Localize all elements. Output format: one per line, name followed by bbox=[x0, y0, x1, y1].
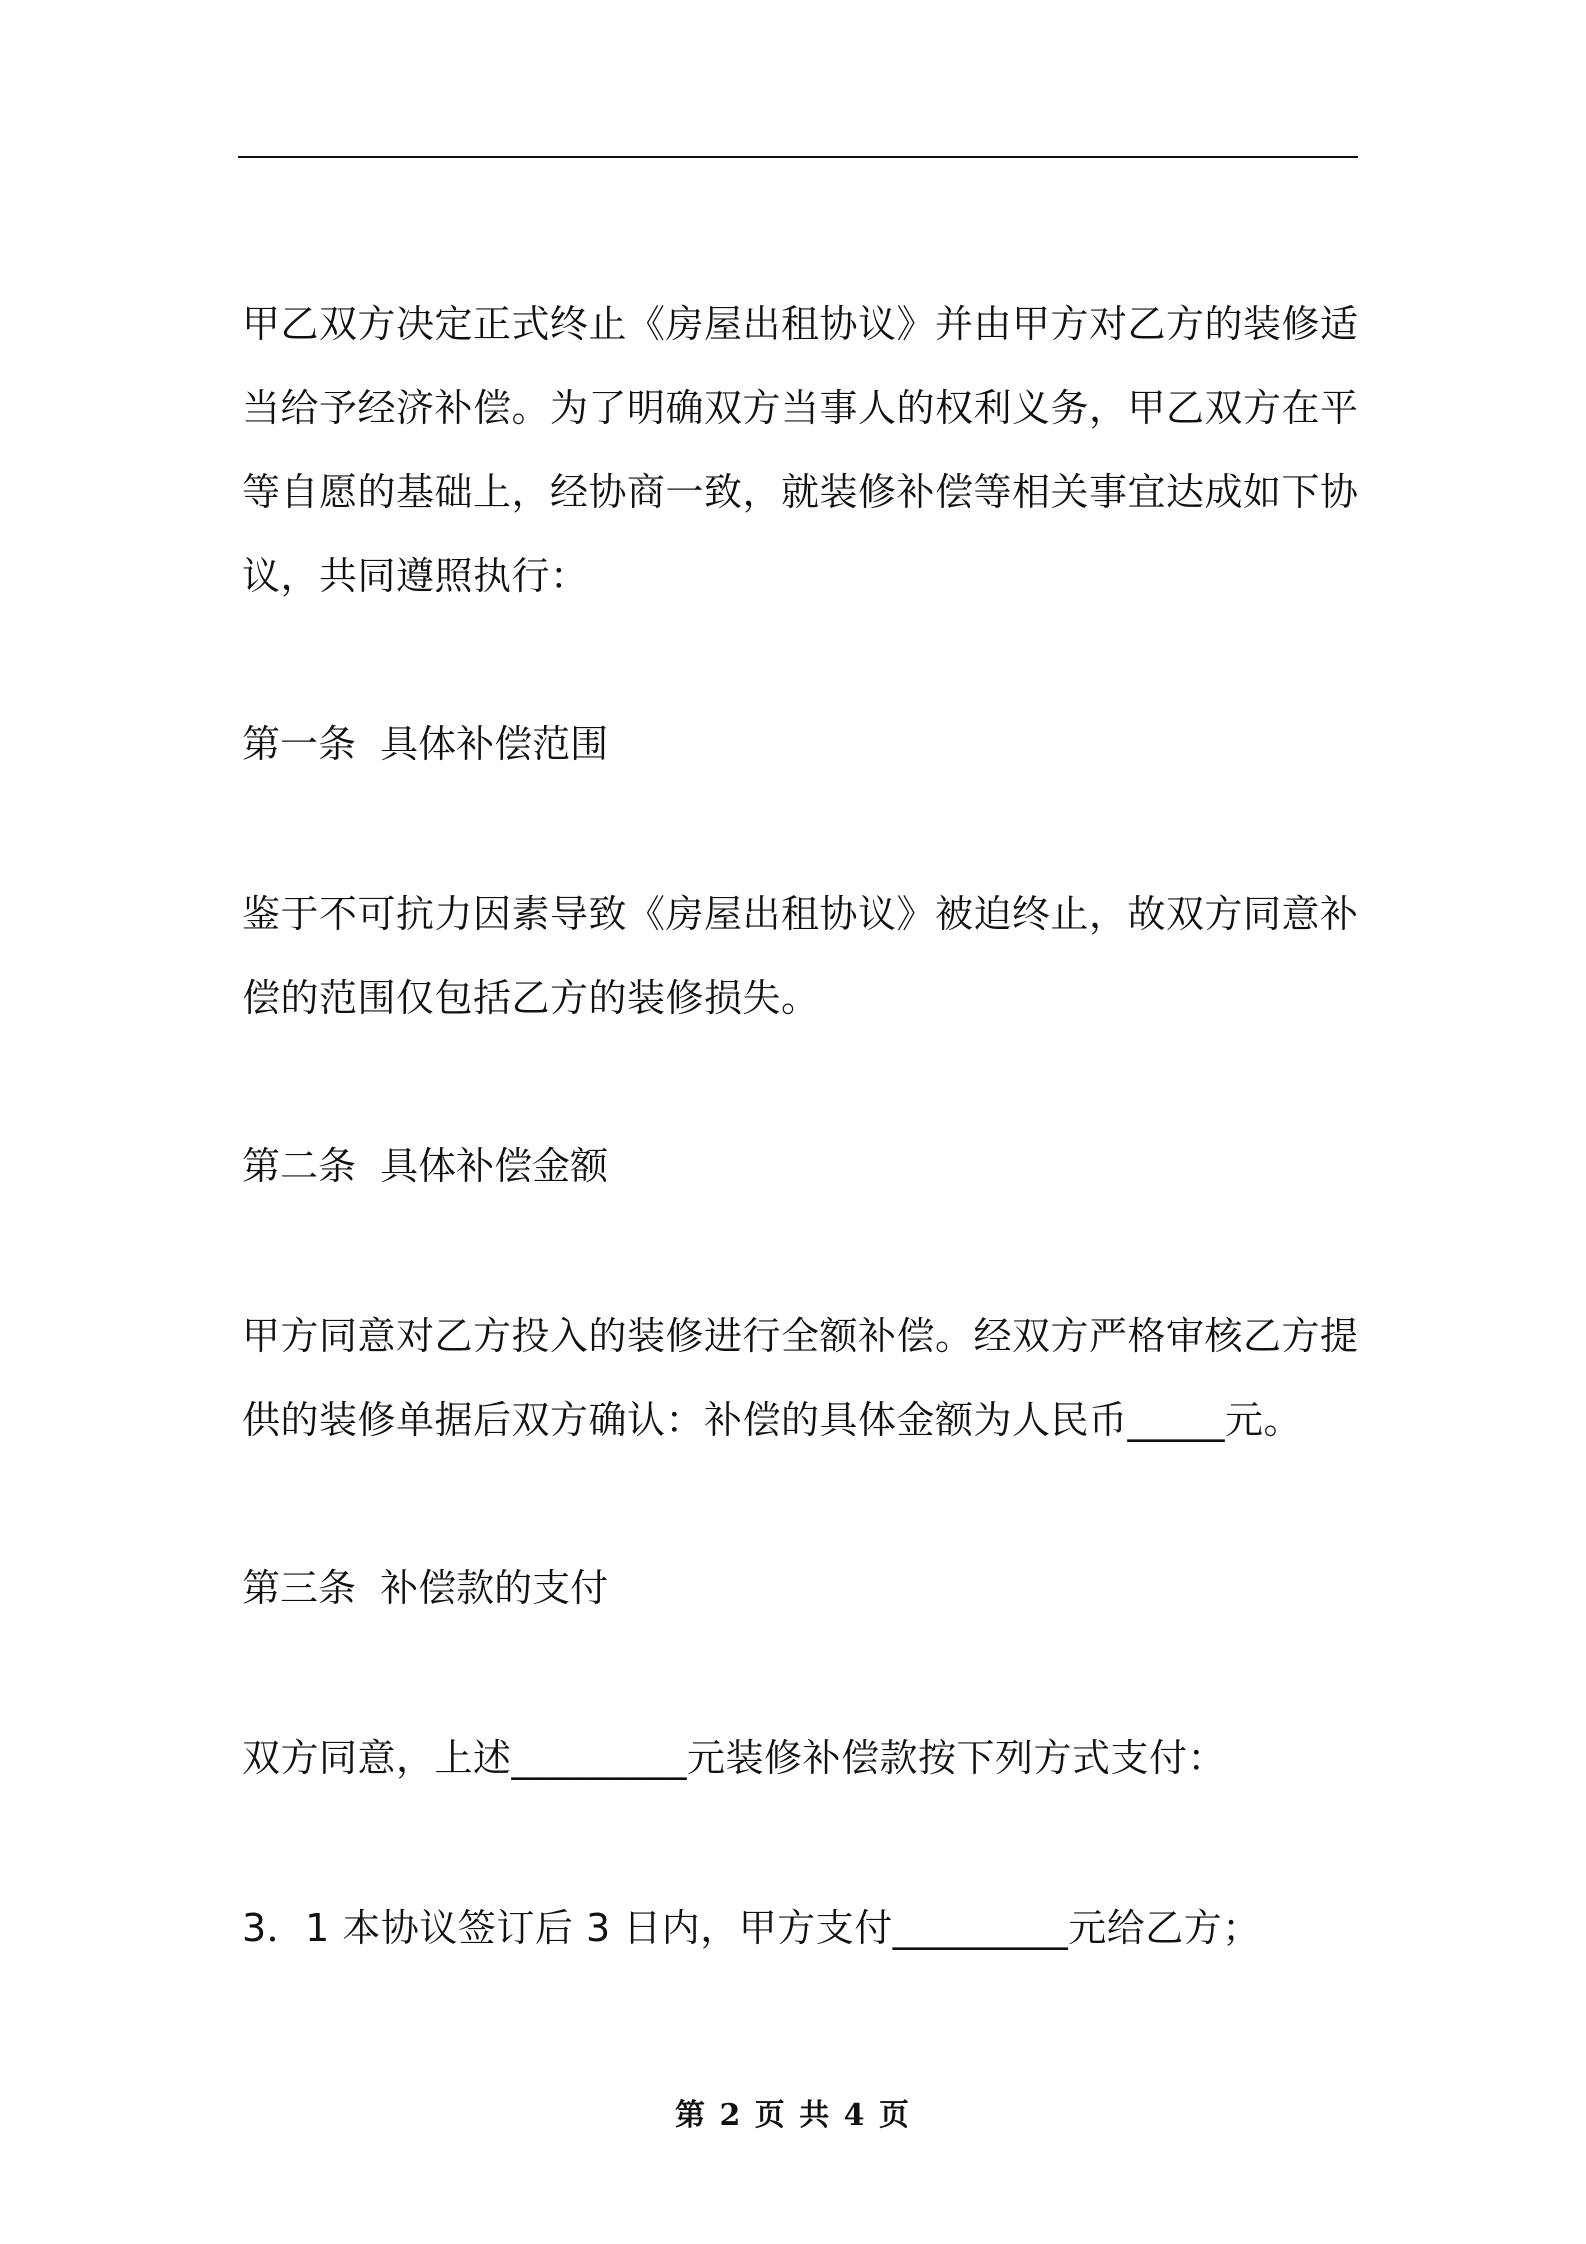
article-1-paragraph: 鉴于不可抗力因素导致《房屋出租协议》被迫终止，故双方同意补偿的范围仅包括乙方的装修损失。 bbox=[242, 892, 1359, 1020]
paragraph-spacer bbox=[242, 618, 1360, 702]
paragraph-spacer bbox=[242, 1040, 1360, 1124]
paragraph-spacer bbox=[242, 1800, 1360, 1886]
document-body bbox=[242, 282, 1360, 1970]
page-number: 第 2 页 共 4 页 bbox=[675, 2098, 911, 2133]
paragraph-spacer bbox=[242, 1630, 1360, 1716]
article-3-heading: 第三条 补偿款的支付 bbox=[242, 1566, 609, 1610]
article-2-heading: 第二条 具体补偿金额 bbox=[242, 1144, 609, 1188]
intro-paragraph: 甲乙双方决定正式终止《房屋出租协议》并由甲方对乙方的装修适当给予经济补偿。为了明确双方当事人的权利义务，甲乙双方在平等自愿的基础上，经协商一致，就装修补偿等相关事宜达成如下协议，共同遵照执行： bbox=[242, 302, 1359, 598]
header-rule bbox=[238, 156, 1358, 158]
clause-3-1-paragraph: 3．1 本协议签订后 3 日内，甲方支付_________元给乙方； bbox=[242, 1906, 1261, 1950]
article-3-paragraph: 双方同意，上述_________元装修补偿款按下列方式支付： bbox=[242, 1736, 1227, 1780]
article-1-heading: 第一条 具体补偿范围 bbox=[242, 722, 609, 766]
paragraph-spacer bbox=[242, 1462, 1360, 1546]
paragraph-spacer bbox=[242, 1208, 1360, 1294]
paragraph-spacer bbox=[242, 786, 1360, 872]
article-2-paragraph: 甲方同意对乙方投入的装修进行全额补偿。经双方严格审核乙方提供的装修单据后双方确认：补偿的具体金额为人民币_____元。 bbox=[242, 1314, 1359, 1442]
